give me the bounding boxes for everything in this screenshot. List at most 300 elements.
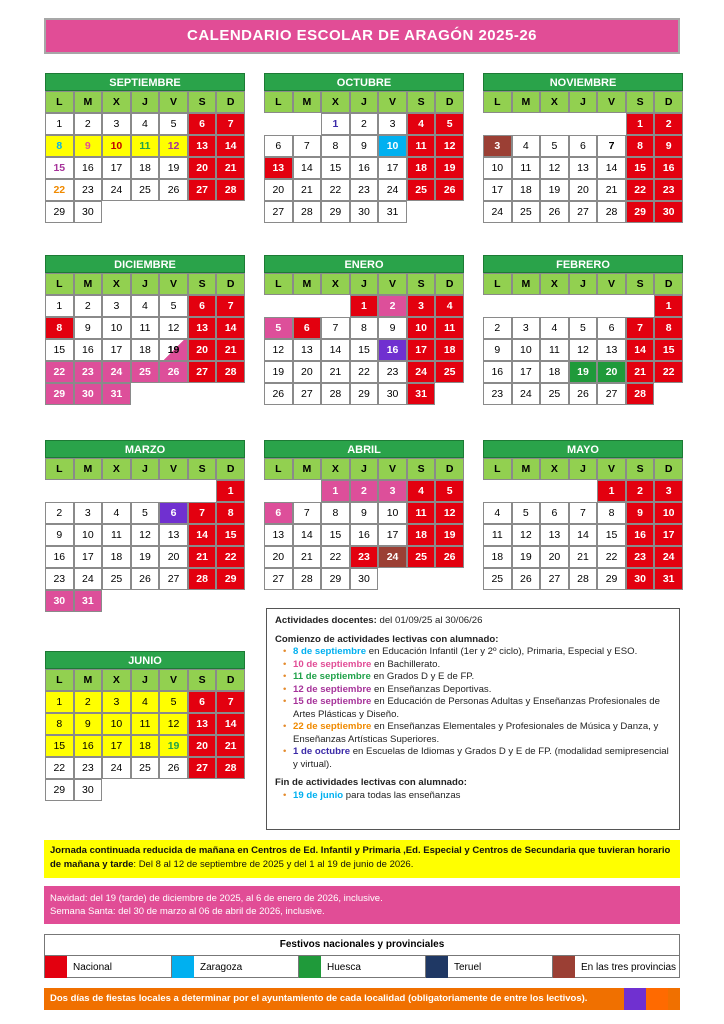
day-cell: 18 <box>102 546 131 568</box>
day-cell: 27 <box>540 568 569 590</box>
day-cell: 29 <box>321 201 350 223</box>
day-cell: 16 <box>74 735 103 757</box>
day-cell: 3 <box>378 113 407 135</box>
day-cell: 19 <box>264 361 293 383</box>
day-cell: 2 <box>74 113 103 135</box>
day-cell: 3 <box>102 113 131 135</box>
day-cell: 12 <box>435 502 464 524</box>
day-header: L <box>264 458 293 480</box>
day-header: M <box>74 669 103 691</box>
day-cell: 24 <box>102 757 131 779</box>
day-cell: 5 <box>131 502 160 524</box>
info-item-date: 11 de septiembre <box>293 671 371 682</box>
day-header: D <box>216 669 245 691</box>
day-cell: 10 <box>654 502 683 524</box>
day-header: L <box>45 458 74 480</box>
day-cell: 9 <box>74 713 103 735</box>
day-cell: 6 <box>264 135 293 157</box>
legend-swatch <box>172 956 194 978</box>
empty-cell <box>407 568 436 590</box>
day-cell: 31 <box>407 383 436 405</box>
day-cell: 19 <box>435 524 464 546</box>
day-cell: 31 <box>654 568 683 590</box>
empty-cell <box>435 201 464 223</box>
week-row <box>264 339 464 361</box>
week-row <box>45 757 245 779</box>
day-cell: 14 <box>626 339 655 361</box>
day-cell: 15 <box>45 735 74 757</box>
day-header: M <box>512 273 541 295</box>
empty-cell <box>569 113 598 135</box>
day-header: J <box>569 91 598 113</box>
day-cell: 25 <box>540 383 569 405</box>
day-header: X <box>102 91 131 113</box>
day-cell: 10 <box>378 135 407 157</box>
empty-cell <box>102 779 131 801</box>
day-cell: 26 <box>512 568 541 590</box>
day-cell: 20 <box>569 179 598 201</box>
empty-cell <box>188 201 217 223</box>
day-cell: 8 <box>45 135 74 157</box>
empty-cell <box>216 201 245 223</box>
day-cell: 30 <box>350 568 379 590</box>
week-row <box>45 361 245 383</box>
day-cell: 8 <box>321 135 350 157</box>
day-cell: 7 <box>293 135 322 157</box>
day-cell: 20 <box>159 546 188 568</box>
week-row <box>483 157 683 179</box>
day-cell: 5 <box>435 480 464 502</box>
day-cell: 17 <box>102 339 131 361</box>
empty-cell <box>159 201 188 223</box>
day-cell: 2 <box>654 113 683 135</box>
docentes-value: del 01/09/25 al 30/06/26 <box>376 615 483 626</box>
empty-cell <box>569 295 598 317</box>
day-cell: 15 <box>216 524 245 546</box>
info-item <box>293 790 671 803</box>
day-header: J <box>131 273 160 295</box>
day-cell: 20 <box>540 546 569 568</box>
info-item-date: 12 de septiembre <box>293 683 372 695</box>
info-item-date: 15 de septiembre <box>293 696 372 707</box>
footer-swatch-orange <box>646 988 668 1010</box>
day-header: J <box>131 458 160 480</box>
day-cell: 7 <box>216 113 245 135</box>
day-cell: 12 <box>540 157 569 179</box>
day-cell: 11 <box>483 524 512 546</box>
day-header: M <box>293 458 322 480</box>
week-row <box>483 201 683 223</box>
week-row <box>264 568 464 590</box>
day-cell: 4 <box>102 502 131 524</box>
day-header: V <box>597 91 626 113</box>
day-header: L <box>264 273 293 295</box>
day-cell: 14 <box>597 157 626 179</box>
day-cell: 19 <box>540 179 569 201</box>
week-row <box>45 201 245 223</box>
month-title: JUNIO <box>45 651 245 669</box>
day-cell: 4 <box>131 295 160 317</box>
day-cell: 14 <box>216 317 245 339</box>
day-header: S <box>188 273 217 295</box>
day-cell: 1 <box>45 113 74 135</box>
day-cell: 2 <box>350 113 379 135</box>
day-cell: 14 <box>188 524 217 546</box>
day-cell: 15 <box>626 157 655 179</box>
day-header: J <box>131 91 160 113</box>
legend-label: Huesca <box>327 961 361 973</box>
day-cell: 8 <box>654 317 683 339</box>
month-febrero <box>483 255 683 405</box>
day-cell: 20 <box>188 339 217 361</box>
day-cell: 14 <box>216 135 245 157</box>
day-header: J <box>131 669 160 691</box>
day-cell: 12 <box>159 713 188 735</box>
day-cell: 6 <box>597 317 626 339</box>
day-cell: 5 <box>159 295 188 317</box>
day-cell: 8 <box>321 502 350 524</box>
empty-cell <box>597 295 626 317</box>
week-row <box>264 295 464 317</box>
day-cell: 29 <box>45 779 74 801</box>
day-cell: 24 <box>654 546 683 568</box>
empty-cell <box>435 383 464 405</box>
day-cell: 24 <box>74 568 103 590</box>
week-row <box>264 135 464 157</box>
day-cell: 28 <box>216 179 245 201</box>
day-cell: 16 <box>378 339 407 361</box>
day-cell: 30 <box>378 383 407 405</box>
legend-swatch <box>299 956 321 978</box>
day-cell: 1 <box>45 691 74 713</box>
day-header: V <box>159 273 188 295</box>
day-cell: 15 <box>321 157 350 179</box>
day-cell: 30 <box>74 779 103 801</box>
week-row <box>45 590 245 612</box>
day-header: S <box>407 91 436 113</box>
week-row <box>45 317 245 339</box>
day-cell: 3 <box>483 135 512 157</box>
info-item <box>293 646 671 659</box>
day-cell: 13 <box>188 713 217 735</box>
info-item-date: 19 de junio <box>293 789 344 801</box>
week-row <box>264 179 464 201</box>
day-cell: 19 <box>131 546 160 568</box>
day-cell: 19 <box>159 157 188 179</box>
info-item <box>293 746 671 771</box>
day-cell: 1 <box>321 480 350 502</box>
legend-row <box>45 956 679 978</box>
day-cell: 17 <box>102 735 131 757</box>
day-cell: 27 <box>188 361 217 383</box>
day-cell: 13 <box>264 157 293 179</box>
week-row <box>45 713 245 735</box>
day-header-row <box>264 91 464 113</box>
info-item-text: en Grados D y E de FP. <box>370 671 475 682</box>
day-cell: 22 <box>45 179 74 201</box>
day-cell: 4 <box>435 295 464 317</box>
day-cell: 1 <box>350 295 379 317</box>
day-header: V <box>159 458 188 480</box>
day-header-row <box>45 91 245 113</box>
day-header: V <box>597 458 626 480</box>
day-cell: 16 <box>626 524 655 546</box>
empty-cell <box>569 480 598 502</box>
day-cell: 16 <box>654 157 683 179</box>
empty-cell <box>512 295 541 317</box>
legend-label: Zaragoza <box>200 961 243 973</box>
day-cell: 16 <box>483 361 512 383</box>
day-header: S <box>188 91 217 113</box>
day-header: D <box>435 273 464 295</box>
day-cell: 3 <box>512 317 541 339</box>
day-cell: 10 <box>512 339 541 361</box>
day-cell: 13 <box>264 524 293 546</box>
day-cell: 21 <box>293 179 322 201</box>
week-row <box>45 568 245 590</box>
day-header: J <box>569 273 598 295</box>
day-cell: 4 <box>540 317 569 339</box>
day-cell: 15 <box>654 339 683 361</box>
day-cell: 7 <box>626 317 655 339</box>
week-row <box>264 546 464 568</box>
day-cell: 8 <box>626 135 655 157</box>
week-row <box>45 339 245 361</box>
day-cell: 8 <box>350 317 379 339</box>
empty-cell <box>264 480 293 502</box>
day-header: V <box>378 273 407 295</box>
empty-cell <box>512 480 541 502</box>
empty-cell <box>321 295 350 317</box>
day-header: X <box>540 273 569 295</box>
day-cell: 14 <box>216 713 245 735</box>
week-row <box>45 135 245 157</box>
day-cell: 22 <box>321 179 350 201</box>
week-row <box>483 546 683 568</box>
day-cell: 6 <box>188 691 217 713</box>
day-cell: 24 <box>512 383 541 405</box>
day-header: D <box>435 458 464 480</box>
day-cell: 25 <box>407 179 436 201</box>
empty-cell <box>216 779 245 801</box>
day-cell: 4 <box>407 113 436 135</box>
month-title: ABRIL <box>264 440 464 458</box>
day-cell: 22 <box>45 757 74 779</box>
day-cell: 23 <box>654 179 683 201</box>
day-header-row <box>264 273 464 295</box>
day-cell: 3 <box>74 502 103 524</box>
day-cell: 23 <box>350 179 379 201</box>
day-cell: 31 <box>74 590 103 612</box>
week-row <box>264 480 464 502</box>
month-diciembre <box>45 255 245 405</box>
day-cell: 16 <box>74 339 103 361</box>
week-row <box>264 113 464 135</box>
week-row <box>45 113 245 135</box>
week-row <box>483 383 683 405</box>
month-title: OCTUBRE <box>264 73 464 91</box>
day-cell: 8 <box>597 502 626 524</box>
empty-cell <box>131 779 160 801</box>
day-cell: 21 <box>321 361 350 383</box>
info-item <box>293 721 671 746</box>
day-cell: 28 <box>188 568 217 590</box>
comienzo-label: Comienzo de actividades lectivas con alumnado: <box>275 633 499 645</box>
day-cell: 11 <box>435 317 464 339</box>
day-cell: 1 <box>321 113 350 135</box>
day-cell: 11 <box>512 157 541 179</box>
week-row <box>264 524 464 546</box>
day-cell: 5 <box>159 113 188 135</box>
day-cell: 6 <box>188 113 217 135</box>
day-cell: 14 <box>293 157 322 179</box>
day-cell: 31 <box>102 383 131 405</box>
week-row <box>483 295 683 317</box>
day-cell: 23 <box>74 179 103 201</box>
day-header: L <box>45 91 74 113</box>
day-cell: 2 <box>74 691 103 713</box>
info-item-text: en Educación de Personas Adultas y Enseñanzas Profesionales de Artes Plásticas y Diseño. <box>293 696 660 720</box>
week-row <box>483 568 683 590</box>
day-cell: 11 <box>131 713 160 735</box>
day-cell: 24 <box>407 361 436 383</box>
day-cell: 2 <box>45 502 74 524</box>
legend-item <box>172 956 299 978</box>
day-cell: 24 <box>378 546 407 568</box>
day-cell: 5 <box>264 317 293 339</box>
month-title: NOVIEMBRE <box>483 73 683 91</box>
day-cell: 6 <box>159 502 188 524</box>
day-cell: 4 <box>131 691 160 713</box>
day-cell: 28 <box>597 201 626 223</box>
empty-cell <box>188 590 217 612</box>
day-cell: 21 <box>216 339 245 361</box>
day-cell: 25 <box>435 361 464 383</box>
day-header: L <box>483 273 512 295</box>
empty-cell <box>293 113 322 135</box>
day-cell: 24 <box>378 179 407 201</box>
day-cell: 29 <box>350 383 379 405</box>
day-cell: 13 <box>188 317 217 339</box>
empty-cell <box>264 295 293 317</box>
day-cell: 13 <box>540 524 569 546</box>
day-cell: 28 <box>293 568 322 590</box>
month-junio <box>45 651 245 801</box>
empty-cell <box>540 480 569 502</box>
day-cell: 23 <box>378 361 407 383</box>
week-row <box>45 502 245 524</box>
month-septiembre <box>45 73 245 223</box>
day-cell: 26 <box>131 568 160 590</box>
day-cell: 17 <box>512 361 541 383</box>
day-cell: 28 <box>321 383 350 405</box>
day-cell: 3 <box>378 480 407 502</box>
day-cell: 15 <box>350 339 379 361</box>
day-header: J <box>350 273 379 295</box>
day-cell: 26 <box>435 546 464 568</box>
week-row <box>483 524 683 546</box>
day-cell: 19 <box>159 339 188 361</box>
day-cell: 26 <box>159 361 188 383</box>
legend-label: Teruel <box>454 961 482 973</box>
day-cell: 22 <box>597 546 626 568</box>
week-row <box>483 113 683 135</box>
info-item-text: en Escuelas de Idiomas y Grados D y E de FP. (modalidad semipresencial y virtual). <box>293 746 669 770</box>
empty-cell <box>131 201 160 223</box>
week-row <box>264 201 464 223</box>
day-cell: 18 <box>540 361 569 383</box>
day-cell: 13 <box>569 157 598 179</box>
day-header: X <box>321 91 350 113</box>
day-cell: 20 <box>188 157 217 179</box>
day-cell: 17 <box>102 157 131 179</box>
day-cell: 11 <box>407 502 436 524</box>
day-cell: 10 <box>378 502 407 524</box>
legend-item <box>299 956 426 978</box>
empty-cell <box>264 113 293 135</box>
day-cell: 12 <box>264 339 293 361</box>
day-cell: 28 <box>216 757 245 779</box>
empty-cell <box>654 383 683 405</box>
day-header: V <box>159 669 188 691</box>
day-cell: 26 <box>159 179 188 201</box>
day-cell: 27 <box>264 568 293 590</box>
day-cell: 1 <box>597 480 626 502</box>
day-cell: 5 <box>512 502 541 524</box>
info-item <box>293 696 671 721</box>
info-item-text: en Enseñanzas Elementales y Profesionales de Música y Danza, y Enseñanzas Artísticas Superiores. <box>293 721 659 745</box>
day-cell: 9 <box>350 502 379 524</box>
day-header: D <box>216 91 245 113</box>
day-cell: 30 <box>626 568 655 590</box>
day-cell: 11 <box>540 339 569 361</box>
day-header: M <box>512 458 541 480</box>
day-cell: 13 <box>597 339 626 361</box>
day-header: S <box>188 458 217 480</box>
empty-cell <box>188 779 217 801</box>
day-cell: 14 <box>293 524 322 546</box>
week-row <box>483 317 683 339</box>
month-noviembre <box>483 73 683 223</box>
legend-swatch <box>426 956 448 978</box>
docentes-label: Actividades docentes: <box>275 615 377 626</box>
day-cell: 29 <box>321 568 350 590</box>
month-title: DICIEMBRE <box>45 255 245 273</box>
day-cell: 21 <box>626 361 655 383</box>
day-cell: 9 <box>350 135 379 157</box>
day-cell: 3 <box>407 295 436 317</box>
week-row <box>45 524 245 546</box>
day-header: D <box>216 273 245 295</box>
week-row <box>264 157 464 179</box>
day-cell: 29 <box>216 568 245 590</box>
day-header: V <box>378 458 407 480</box>
day-header: X <box>540 458 569 480</box>
day-cell: 11 <box>131 135 160 157</box>
week-row <box>45 546 245 568</box>
day-cell: 16 <box>45 546 74 568</box>
day-cell: 18 <box>407 157 436 179</box>
week-row <box>483 339 683 361</box>
day-header: X <box>540 91 569 113</box>
day-cell: 8 <box>45 713 74 735</box>
day-cell: 9 <box>74 135 103 157</box>
day-cell: 5 <box>435 113 464 135</box>
day-cell: 7 <box>216 295 245 317</box>
empty-cell <box>483 113 512 135</box>
day-cell: 6 <box>264 502 293 524</box>
day-cell: 18 <box>131 339 160 361</box>
